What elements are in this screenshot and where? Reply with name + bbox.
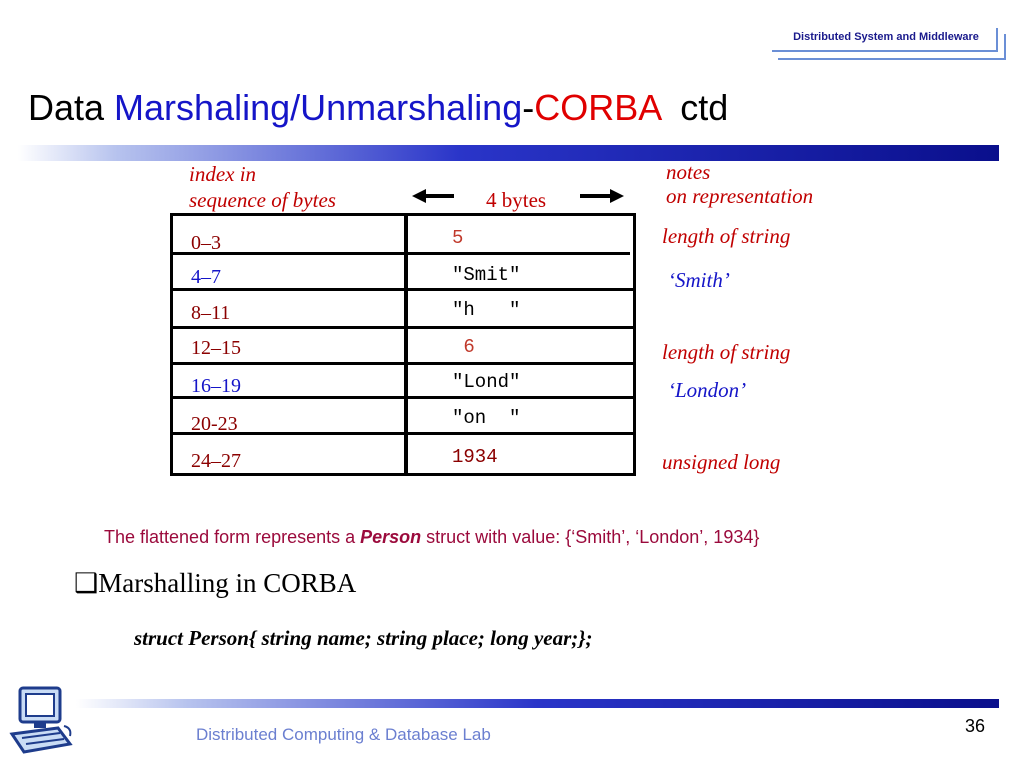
computer-icon [6, 684, 76, 756]
title-part-dash: - [522, 87, 535, 128]
row-value: 1934 [452, 446, 498, 468]
row-index: 0–3 [191, 232, 221, 254]
bullet-text: Marshalling in CORBA [98, 568, 357, 598]
title-part-marshaling: Marshaling/Unmarshaling [114, 87, 523, 128]
header-tag: Distributed System and Middleware [793, 31, 979, 43]
row-index: 4–7 [191, 266, 221, 288]
page-number: 36 [965, 716, 986, 736]
row-value: "on " [452, 407, 521, 429]
row-value: "Lond" [452, 371, 521, 393]
row-divider [170, 252, 630, 255]
row-index: 12–15 [191, 337, 241, 359]
page-title [28, 86, 728, 130]
row-divider [170, 432, 636, 435]
notes-label-line1: notes [666, 160, 711, 184]
title-underline-bar [18, 145, 999, 161]
caption-post: struct with value: {‘Smith’, ‘London’, 1934} [421, 527, 760, 547]
table-caption [104, 527, 759, 548]
row-divider [170, 326, 636, 329]
code-struct-person: struct Person{ string name; string place; long year;}; [134, 626, 593, 650]
bullet-item [74, 568, 356, 599]
row-index: 16–19 [191, 375, 241, 397]
bytes-label: 4 bytes [486, 188, 547, 212]
row-index: 8–11 [191, 302, 231, 324]
title-part-data: Data [28, 87, 115, 128]
row-value: 6 [452, 336, 475, 358]
row-note: ‘London’ [668, 378, 747, 402]
row-note: length of string [662, 340, 791, 364]
caption-bold: Person [360, 527, 422, 547]
right-arrow-icon [580, 189, 624, 203]
row-value: "Smit" [452, 264, 521, 286]
title-part-corba: CORBA [534, 87, 661, 128]
row-value: "h " [452, 299, 521, 321]
row-note: unsigned long [662, 450, 781, 474]
index-label-line2: sequence of bytes [189, 188, 336, 212]
title-part-ctd: ctd [660, 87, 729, 128]
row-note: length of string [662, 224, 791, 248]
left-arrow-icon [412, 189, 454, 203]
row-divider [170, 288, 636, 291]
row-index: 20-23 [191, 413, 238, 435]
row-note: ‘Smith’ [668, 268, 730, 292]
row-index: 24–27 [191, 450, 241, 472]
caption-pre: The flattened form represents a [104, 527, 361, 547]
footer-bar [76, 699, 999, 708]
bullet-box-icon: ❑ [74, 568, 99, 598]
index-label-line1: index in [189, 162, 257, 186]
notes-label-line2: on representation [666, 184, 814, 208]
footer-lab-name: Distributed Computing & Database Lab [196, 725, 491, 744]
row-value: 5 [452, 227, 464, 249]
row-divider [170, 362, 636, 365]
